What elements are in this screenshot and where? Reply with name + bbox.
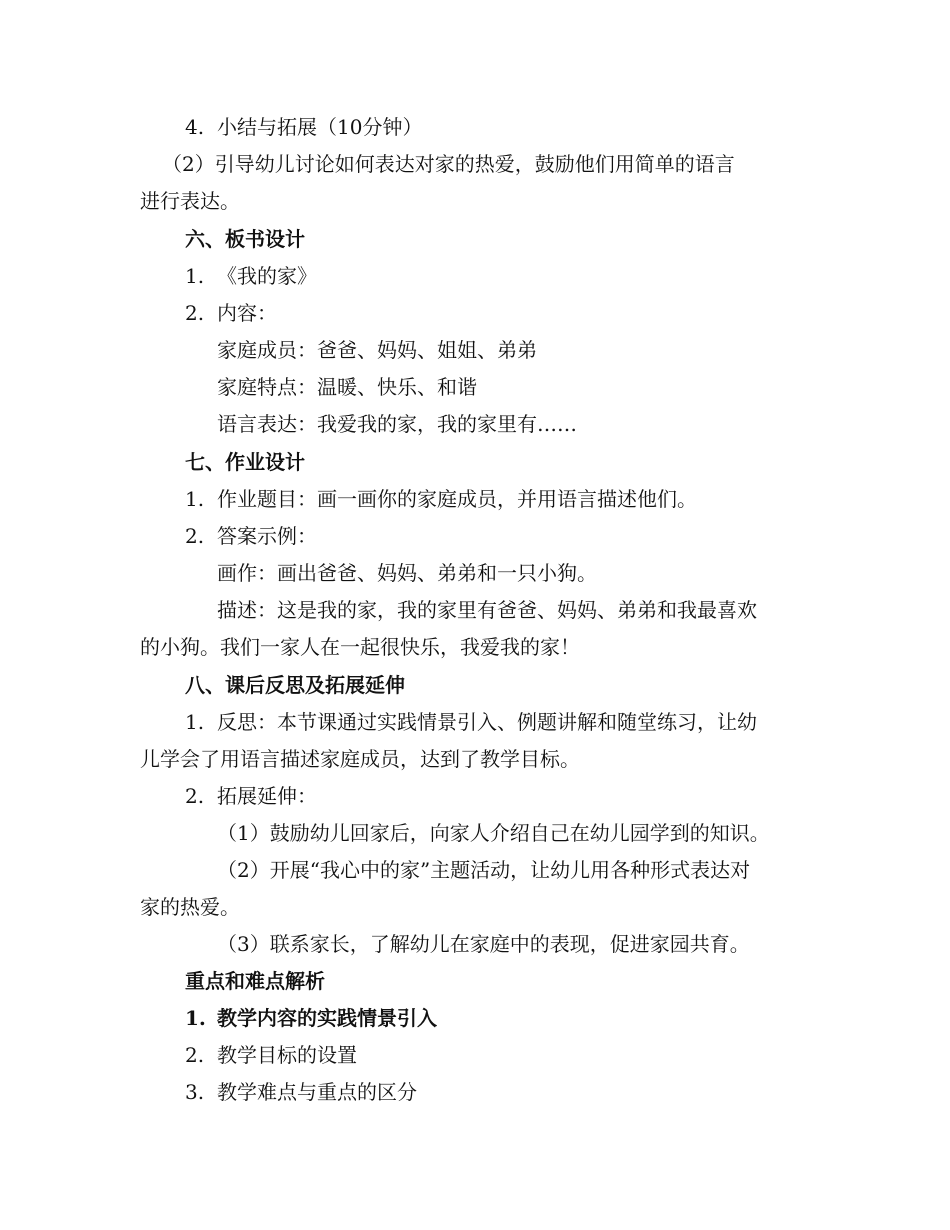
paragraph-line: 的小狗。我们一家人在一起很快乐，我爱我的家！	[140, 635, 580, 659]
list-item: 4. 小结与拓展（10分钟）	[185, 115, 423, 139]
paragraph-line: （1）鼓励幼儿回家后，向家人介绍自己在幼儿园学到的知识。	[217, 821, 770, 845]
paragraph-line: 画作：画出爸爸、妈妈、弟弟和一只小狗。	[217, 561, 597, 585]
paragraph-line: （2）开展“我心中的家”主题活动，让幼儿用各种形式表达对	[217, 858, 751, 882]
list-item: 2. 答案示例：	[185, 524, 317, 548]
paragraph-line: 儿学会了用语言描述家庭成员，达到了教学目标。	[140, 747, 580, 771]
paragraph-line: 家庭特点：温暖、快乐、和谐	[217, 375, 477, 399]
section-heading: 六、板书设计	[185, 227, 305, 251]
list-item: 2. 拓展延伸：	[185, 784, 317, 808]
paragraph-line: 进行表达。	[140, 189, 240, 213]
paragraph-line: 描述：这是我的家，我的家里有爸爸、妈妈、弟弟和我最喜欢	[217, 598, 757, 622]
list-item: 1. 《我的家》	[185, 264, 317, 288]
list-item: 1. 作业题目：画一画你的家庭成员，并用语言描述他们。	[185, 487, 697, 511]
section-heading: 七、作业设计	[185, 450, 305, 474]
paragraph-line: 语言表达：我爱我的家，我的家里有……	[217, 412, 577, 436]
paragraph-line: 家的热爱。	[140, 895, 240, 919]
paragraph-line: 家庭成员：爸爸、妈妈、姐姐、弟弟	[217, 338, 537, 362]
section-heading: 八、课后反思及拓展延伸	[185, 673, 405, 697]
section-heading: 重点和难点解析	[185, 969, 325, 993]
list-item: 2. 教学目标的设置	[185, 1043, 357, 1067]
list-item: 1. 反思：本节课通过实践情景引入、例题讲解和随堂练习，让幼	[185, 710, 757, 734]
list-item: 1. 教学内容的实践情景引入	[185, 1006, 437, 1030]
list-item: 2. 内容：	[185, 301, 277, 325]
paragraph-line: （2）引导幼儿讨论如何表达对家的热爱，鼓励他们用简单的语言	[162, 152, 735, 176]
paragraph-line: （3）联系家长，了解幼儿在家庭中的表现，促进家园共育。	[217, 932, 750, 956]
list-item: 3. 教学难点与重点的区分	[185, 1080, 417, 1104]
